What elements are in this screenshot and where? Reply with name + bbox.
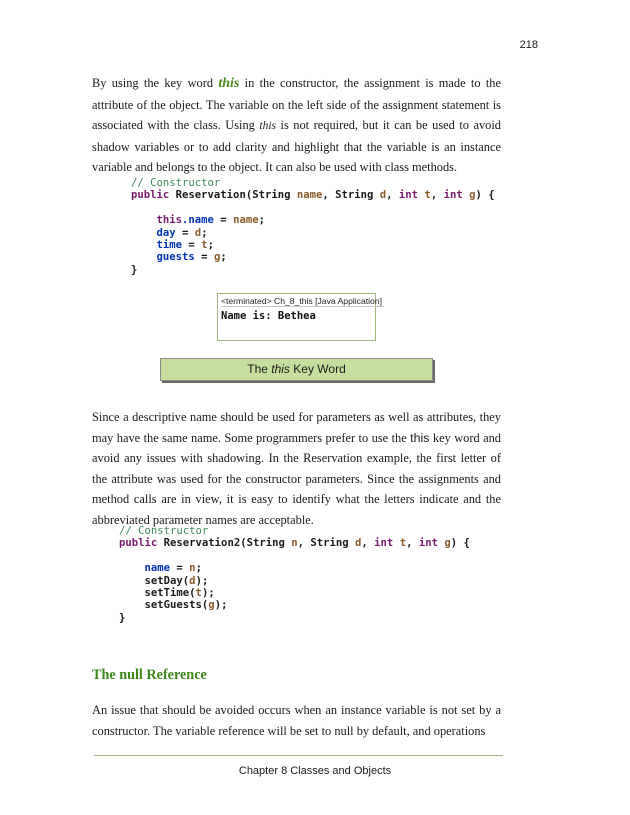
keyword-this-italic: this	[259, 120, 277, 132]
code-text: Reservation(String	[169, 189, 297, 202]
text-run: key word and avoid any issues with shadowing. In the Reservation example, the first letter of the attribute was used for the constructor parameters. Since the assignments and method calls are in view, it is easy to identify what the letters indicate and the abbreviated parameter names are acceptable.	[92, 430, 501, 527]
text-run: By using the key word	[92, 76, 219, 90]
code-field: day	[156, 226, 176, 239]
code-text: ;	[220, 251, 227, 264]
section-heading: The null Reference	[92, 667, 207, 683]
code-text: =	[213, 214, 234, 227]
code-text: , String	[322, 189, 380, 202]
code-text: ,	[430, 189, 444, 202]
code-param: d	[379, 189, 387, 202]
code-method-call: setTime(	[144, 587, 196, 600]
code-text: , String	[297, 537, 356, 550]
code-text: }	[131, 263, 138, 276]
code-param: name	[296, 189, 323, 202]
code-text: );	[214, 599, 228, 612]
figure-caption	[160, 358, 433, 381]
code-param: d	[355, 537, 362, 550]
code-param: g	[469, 189, 476, 202]
code-text: ;	[207, 239, 214, 252]
code-text: );	[201, 587, 215, 600]
code-param: name	[233, 214, 259, 227]
code-param: d	[194, 226, 202, 239]
code-param: t	[195, 587, 202, 600]
keyword-this-emphasis: this	[218, 76, 240, 91]
code-field: time	[156, 239, 183, 252]
code-text: );	[195, 574, 209, 587]
paragraph-null-reference: An issue that should be avoided occurs when an instance variable is not set by a constructor. The variable reference will be set to null by default, and operations	[92, 703, 501, 738]
code-keyword: public	[119, 537, 158, 550]
console-title: <terminated> Ch_8_this [Java Application]	[221, 296, 382, 306]
code-field: guests	[156, 251, 195, 264]
code-method-call: setGuests(	[144, 599, 209, 612]
code-text: =	[194, 251, 214, 264]
code-block-constructor2	[119, 525, 470, 624]
code-text: =	[182, 239, 202, 252]
code-param: d	[189, 574, 196, 587]
code-param: t	[424, 189, 431, 202]
text-run: Since a descriptive name should be used for parameters as well as attributes, they may have the same name. Some programmers prefer to use the	[92, 410, 501, 445]
code-comment: // Constructor	[119, 525, 209, 537]
code-text: ,	[361, 537, 375, 550]
code-keyword: int	[374, 537, 394, 550]
code-text: ) {	[450, 537, 470, 550]
code-param: g	[444, 537, 451, 550]
caption-text: The	[247, 362, 272, 376]
code-keyword: int	[443, 189, 463, 202]
code-keyword: int	[418, 537, 438, 550]
code-text: ;	[195, 562, 202, 575]
code-block-constructor	[131, 177, 495, 276]
code-comment: // Constructor	[131, 177, 221, 189]
code-text: =	[175, 226, 195, 239]
paragraph-shadowing	[92, 407, 501, 530]
code-param: t	[399, 537, 407, 550]
code-text: ;	[201, 226, 208, 239]
caption-emphasis: this	[271, 362, 290, 376]
code-field: .name	[182, 214, 214, 227]
code-keyword: this	[156, 214, 183, 227]
code-text: ) {	[475, 189, 495, 202]
code-param: g	[213, 251, 221, 264]
console-output-text: Name is: Bethea	[221, 310, 316, 322]
code-param: t	[201, 239, 208, 252]
page-footer: Chapter 8 Classes and Objects	[238, 765, 392, 777]
code-text: ,	[406, 537, 419, 550]
code-text: }	[119, 611, 126, 624]
keyword-this: this	[410, 430, 430, 445]
text-run: in the constructor, the assignment is made to the attribute of the object. The variable on the left side of the assignment statement is associated with the class. Using	[92, 76, 501, 132]
code-keyword: public	[131, 189, 170, 202]
code-param: g	[208, 599, 215, 612]
code-field: name	[144, 562, 171, 575]
console-output-window	[217, 293, 382, 341]
footer-divider	[94, 755, 503, 756]
code-param: n	[291, 537, 298, 550]
code-text: ,	[386, 189, 399, 202]
code-keyword: int	[398, 189, 419, 202]
code-text: Reservation2(String	[157, 537, 292, 550]
paragraph-this-intro	[92, 73, 501, 178]
code-param: n	[189, 562, 196, 575]
code-text: =	[170, 562, 190, 575]
page-number: 218	[519, 39, 538, 51]
text-run: is not required, but it can be used to avoid shadow variables or to add clarity and highlight that the variable is an instance variable and belongs to the object. It can also be used with class methods.	[92, 118, 502, 174]
code-text: ;	[258, 214, 265, 227]
caption-text: Key Word	[289, 362, 346, 376]
code-method-call: setDay(	[144, 574, 190, 587]
